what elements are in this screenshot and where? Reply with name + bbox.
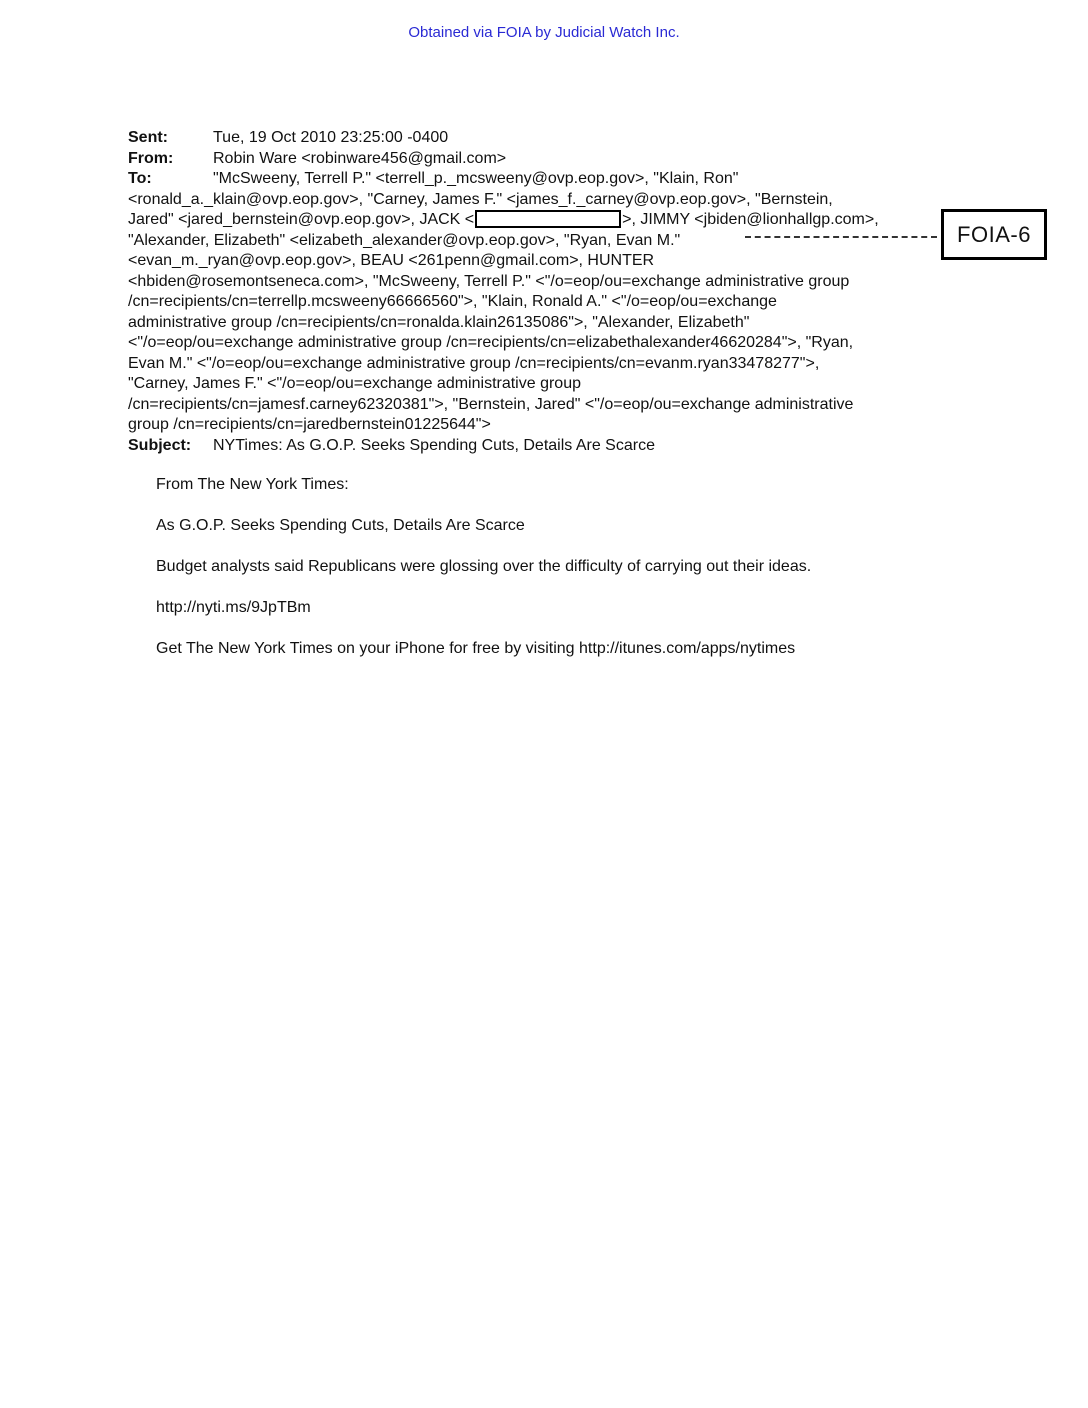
body-paragraph-source: From The New York Times: <box>156 476 349 493</box>
sent-row <box>128 128 948 149</box>
body-paragraph-headline: As G.O.P. Seeks Spending Cuts, Details Are Scarce <box>156 517 525 534</box>
from-row <box>128 149 948 170</box>
stamp-leader-line <box>745 236 937 238</box>
redaction-box <box>475 210 621 228</box>
foia-watermark: Obtained via FOIA by Judicial Watch Inc. <box>408 24 680 41</box>
subject-label: Subject: <box>128 436 192 454</box>
to-line-1: "McSweeny, Terrell P." <terrell_p._mcsweeny@ovp.eop.gov>, "Klain, Ron" <box>213 170 739 187</box>
to-recipients-continued: "Alexander, Elizabeth" <elizabeth_alexander@ovp.eop.gov>, "Ryan, Evan M." <evan_m._ryan@ovp.eop.gov>, BEAU <261penn@gmail.com>, HUNTER <hbiden@rosemontseneca.com>, "McSweeny, Terrell P." <"/o=eop/ou=exchange administrative group /cn=recipients/cn=terrellp.mcsweeny66666560">, "Klain, Ronald A." <"/o=eop/ou=exchange administrative group /cn=recipients/cn=ronalda.klain26135086">, "Alexander, Elizabeth" <"/o=eop/ou=exchange administrative group /cn=recipients/cn=elizabethalexander46620284">, "Ryan, Evan M." <"/o=eop/ou=exchange administrative group /cn=recipients/cn=evanm.ryan33478277">, "Carney, James F." <"/o=eop/ou=exchange administrative group /cn=recipients/cn=jamesf.carney62320381">, "Bernstein, Jared" <"/o=eop/ou=exchange administrative group /cn=recipients/cn=jaredbernstein01225644"> <box>128 231 854 433</box>
subject-row <box>128 436 948 457</box>
to-row <box>128 169 948 190</box>
body-paragraph-link: http://nyti.ms/9JpTBm <box>156 599 311 616</box>
from-value: Robin Ware <robinware456@gmail.com> <box>213 149 507 167</box>
body-paragraph-summary: Budget analysts said Republicans were glossing over the difficulty of carrying out their ideas. <box>156 558 812 575</box>
sent-value: Tue, 19 Oct 2010 23:25:00 -0400 <box>213 129 449 146</box>
email-body <box>156 475 936 680</box>
body-paragraph-promo: Get The New York Times on your iPhone for free by visiting http://itunes.com/apps/nytimes <box>156 640 796 657</box>
to-line-3 <box>128 210 948 231</box>
to-line-3a: Jared" <jared_bernstein@ovp.eop.gov>, JACK < <box>128 211 475 228</box>
to-line-2: <ronald_a._klain@ovp.eop.gov>, "Carney, James F." <james_f._carney@ovp.eop.gov>, "Bernstein, <box>128 190 833 208</box>
foia-stamp: FOIA-6 <box>941 209 1047 260</box>
email-header <box>128 128 948 456</box>
sent-label: Sent: <box>128 129 168 146</box>
from-label: From: <box>128 149 174 167</box>
to-label: To: <box>128 170 152 187</box>
subject-value: NYTimes: As G.O.P. Seeks Spending Cuts, Details Are Scarce <box>213 436 655 454</box>
to-line-3b: >, JIMMY <jbiden@lionhallgp.com>, <box>622 211 879 228</box>
